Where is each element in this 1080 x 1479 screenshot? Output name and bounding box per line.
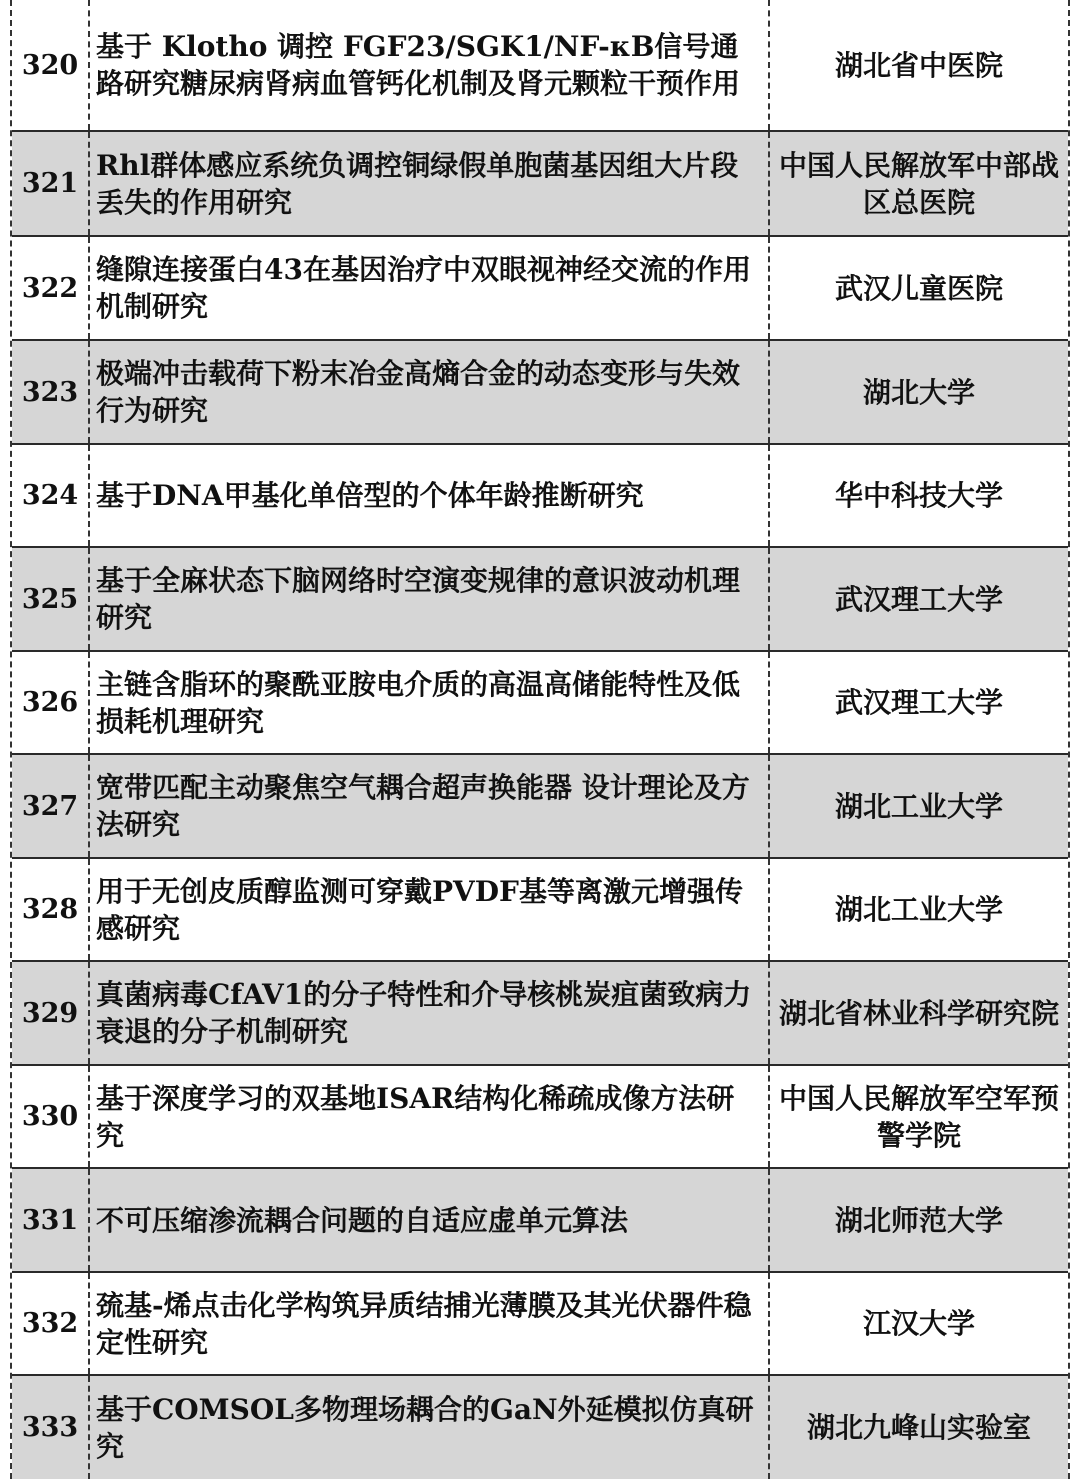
row-number: 320 [12,0,90,130]
institution: 湖北省中医院 [834,48,1003,82]
table-row [12,755,1068,859]
table-row [12,859,1068,962]
table-row [12,0,1068,132]
row-number: 332 [12,1273,90,1374]
row-number: 327 [12,755,90,857]
institution: 武汉儿童医院 [834,271,1003,305]
project-title: 用于无创皮质醇监测可穿戴PVDF基等离激元增强传感研究 [90,859,770,960]
institution: 湖北九峰山实验室 [806,1411,1031,1444]
table-row [12,1066,1068,1169]
table-row [12,548,1068,652]
project-title: 基于深度学习的双基地ISAR结构化稀疏成像方法研究 [90,1066,770,1167]
row-number: 322 [12,237,90,339]
project-title: 真菌病毒CfAV1的分子特性和介导核桃炭疽菌致病力衰退的分子机制研究 [90,962,770,1064]
table-row [12,652,1068,755]
row-number: 326 [12,652,90,753]
project-table [10,0,1070,1479]
institution: 华中科技大学 [834,479,1003,512]
row-number: 328 [12,859,90,960]
project-title: 主链含脂环的聚酰亚胺电介质的高温高储能特性及低损耗机理研究 [90,652,770,753]
institution: 湖北大学 [862,375,975,409]
project-title: 基于 Klotho 调控 FGF23/SGK1/NF-κB信号通路研究糖尿病肾病血管钙化机制及肾元颗粒干预作用 [90,0,770,130]
project-title: 极端冲击载荷下粉末冶金高熵合金的动态变形与失效行为研究 [90,341,770,443]
project-title: 缝隙连接蛋白43在基因治疗中双眼视神经交流的作用机制研究 [90,237,770,339]
project-title: 巯基-烯点击化学构筑异质结捕光薄膜及其光伏器件稳定性研究 [90,1273,770,1374]
table-row [12,132,1068,237]
row-number: 330 [12,1066,90,1167]
institution: 湖北师范大学 [834,1203,1003,1237]
institution: 武汉理工大学 [834,686,1003,719]
table-row [12,445,1068,548]
table-row [12,237,1068,341]
table-row [12,962,1068,1066]
row-number: 324 [12,445,90,546]
project-title: Rhl群体感应系统负调控铜绿假单胞菌基因组大片段丢失的作用研究 [90,132,770,235]
table-row [12,341,1068,445]
row-number: 331 [12,1169,90,1271]
table-row [12,1376,1068,1479]
table-row [12,1169,1068,1273]
row-number: 325 [12,548,90,650]
project-title: 不可压缩渗流耦合问题的自适应虚单元算法 [90,1169,770,1271]
project-title: 宽带匹配主动聚焦空气耦合超声换能器 设计理论及方法研究 [90,755,770,857]
project-title: 基于DNA甲基化单倍型的个体年龄推断研究 [90,445,770,546]
institution: 中国人民解放军空军预警学院 [778,1081,1059,1152]
institution: 湖北省林业科学研究院 [778,996,1059,1030]
institution: 中国人民解放军中部战区总医院 [778,148,1059,219]
institution: 武汉理工大学 [834,582,1003,616]
row-number: 323 [12,341,90,443]
project-title: 基于COMSOL多物理场耦合的GaN外延模拟仿真研究 [90,1376,770,1479]
row-number: 321 [12,132,90,235]
table-row [12,1273,1068,1376]
institution: 湖北工业大学 [834,789,1003,823]
institution: 湖北工业大学 [834,893,1003,926]
project-title: 基于全麻状态下脑网络时空演变规律的意识波动机理研究 [90,548,770,650]
row-number: 329 [12,962,90,1064]
row-number: 333 [12,1376,90,1479]
institution: 江汉大学 [862,1307,975,1340]
